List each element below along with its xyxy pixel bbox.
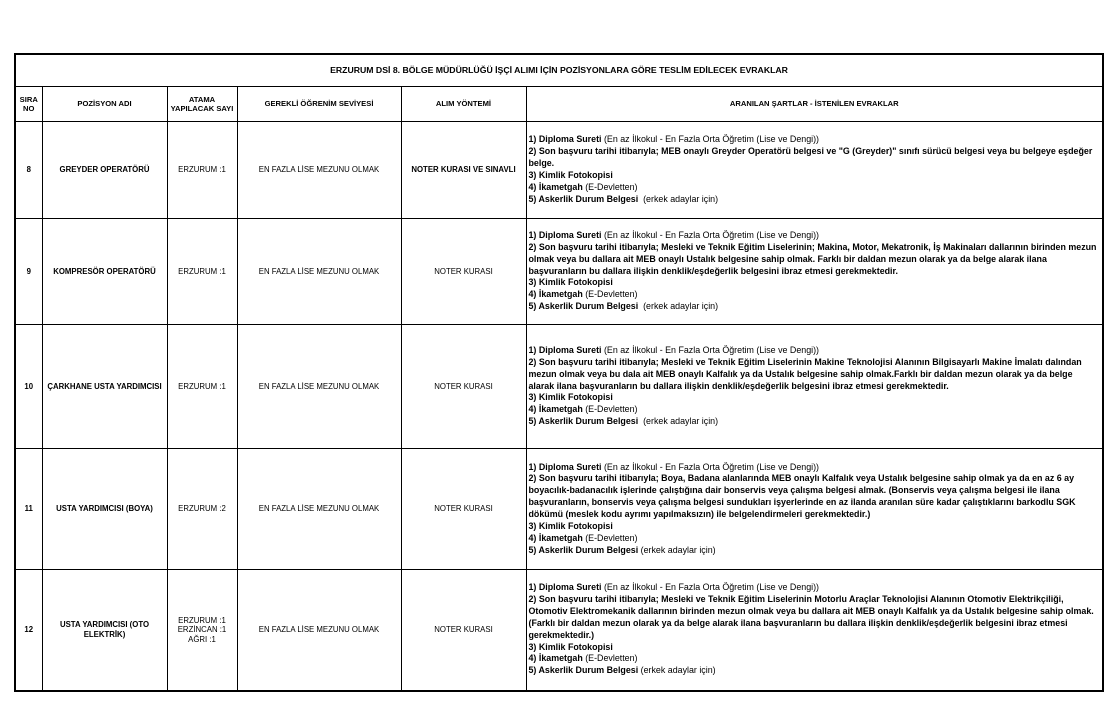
- education-level: EN FAZLA LİSE MEZUNU OLMAK: [237, 122, 401, 219]
- row-number: 8: [15, 122, 42, 219]
- requirement-title: 3) Kimlik Fotokopisi: [528, 170, 613, 180]
- requirement-title: 2) Son başvuru tarihi itibarıyla; Boya, Badana alanlarında MEB onaylı Kalfalık veya Ustalık belgesine sahip olmak ya da en az 6 ay boyacılık-badanacılık işlerinde çalıştığına dair bonservis veya çalışma belgesi almak. (Bonservis veya çalışma belgesi ile ilana başvuranların, bonservis veya çalışma belgesi sundukları işyerlerinde en az ilanda aranılan süre kadar çalıştıklarını barkodlu SGK dökümü (meslek kodu ayrımı yapılmaksızın) ile belgelendirmeleri gerekmektedir.): [528, 473, 1076, 519]
- position-name: GREYDER OPERATÖRÜ: [42, 122, 167, 219]
- quota-line: ERZURUM :1: [178, 381, 226, 391]
- recruitment-method: NOTER KURASI: [401, 219, 526, 325]
- requirement-title: 4) İkametgah: [528, 532, 583, 543]
- table-title: ERZURUM DSİ 8. BÖLGE MÜDÜRLÜĞÜ İŞÇİ ALIMI İÇİN POZİSYONLARA GÖRE TESLİM EDİLECEK EVRAKLAR: [15, 54, 1103, 87]
- requirement-title: 4) İkametgah: [528, 289, 583, 300]
- requirement-title: 5) Askerlik Durum Belgesi: [528, 665, 639, 676]
- requirement-item: [529, 462, 1100, 474]
- row-number: 12: [15, 570, 42, 691]
- requirement-item: [529, 473, 1100, 520]
- table-body: [15, 122, 1103, 691]
- requirements-cell: [526, 325, 1103, 449]
- requirement-note: (En az İlkokul - En Fazla Orta Öğretim (Lise ve Dengi)): [601, 461, 820, 472]
- requirement-item: [529, 345, 1100, 357]
- requirement-item: [529, 182, 1100, 194]
- requirement-item: [529, 521, 1100, 533]
- quota-cell: [167, 219, 237, 325]
- requirement-item: [529, 289, 1100, 301]
- requirements-cell: [526, 570, 1103, 691]
- requirement-item: [529, 404, 1100, 416]
- requirements-table: [14, 53, 1104, 692]
- requirement-note: (erkek adaylar için): [638, 301, 719, 312]
- position-name: KOMPRESÖR OPERATÖRÜ: [42, 219, 167, 325]
- quota-line: ERZURUM :1: [178, 165, 226, 175]
- requirement-note: (erkek adaylar için): [638, 416, 719, 427]
- table-row: [15, 122, 1103, 219]
- position-name: USTA YARDIMCISI (BOYA): [42, 449, 167, 570]
- recruitment-method: NOTER KURASI: [401, 449, 526, 570]
- quota-line: ERZİNCAN :1: [177, 625, 227, 634]
- education-level: EN FAZLA LİSE MEZUNU OLMAK: [237, 325, 401, 449]
- quota-line: ERZURUM :1: [178, 615, 226, 625]
- row-number: 9: [15, 219, 42, 325]
- requirement-note: (En az İlkokul - En Fazla Orta Öğretim (Lise ve Dengi)): [601, 230, 820, 241]
- requirement-title: 1) Diploma Sureti: [528, 582, 602, 593]
- requirement-item: [529, 146, 1100, 170]
- requirement-note: (E-Devletten): [582, 653, 638, 664]
- requirement-item: [529, 533, 1100, 545]
- table-row: [15, 219, 1103, 325]
- requirement-item: [529, 582, 1100, 594]
- education-level: EN FAZLA LİSE MEZUNU OLMAK: [237, 219, 401, 325]
- requirement-note: (erkek adaylar için): [638, 193, 719, 204]
- requirement-title: 5) Askerlik Durum Belgesi: [528, 416, 639, 427]
- requirement-item: [529, 301, 1100, 313]
- requirement-title: 5) Askerlik Durum Belgesi: [528, 193, 639, 204]
- requirement-note: (erkek adaylar için): [638, 544, 716, 555]
- education-level: EN FAZLA LİSE MEZUNU OLMAK: [237, 570, 401, 691]
- requirement-note: (E-Devletten): [582, 181, 638, 192]
- requirement-item: [529, 594, 1100, 641]
- requirement-note: (erkek adaylar için): [638, 665, 716, 676]
- requirement-title: 1) Diploma Sureti: [528, 345, 602, 356]
- requirement-title: 5) Askerlik Durum Belgesi: [528, 544, 639, 555]
- quota-cell: [167, 570, 237, 691]
- requirement-title: 5) Askerlik Durum Belgesi: [528, 301, 639, 312]
- requirement-note: (En az İlkokul - En Fazla Orta Öğretim (Lise ve Dengi)): [601, 134, 820, 145]
- quota-cell: [167, 122, 237, 219]
- requirement-item: [529, 392, 1100, 404]
- header-atama: ATAMA YAPILACAK SAYI: [167, 87, 237, 122]
- requirement-title: 3) Kimlik Fotokopisi: [528, 392, 613, 403]
- quota-line: AĞRI :1: [188, 634, 216, 644]
- recruitment-method: NOTER KURASI: [401, 325, 526, 449]
- requirement-item: [529, 665, 1100, 677]
- education-level: EN FAZLA LİSE MEZUNU OLMAK: [237, 449, 401, 570]
- position-name: ÇARKHANE USTA YARDIMCISI: [42, 325, 167, 449]
- requirement-title: 1) Diploma Sureti: [528, 230, 602, 241]
- row-number: 10: [15, 325, 42, 449]
- requirement-note: (E-Devletten): [582, 289, 638, 300]
- requirement-title: 1) Diploma Sureti: [528, 461, 602, 472]
- recruitment-method: NOTER KURASI VE SINAVLI: [401, 122, 526, 219]
- position-name: USTA YARDIMCISI (OTO ELEKTRİK): [42, 570, 167, 691]
- requirement-title: 4) İkametgah: [528, 181, 583, 192]
- table-row: [15, 325, 1103, 449]
- header-sira-no: SIRA NO: [15, 87, 42, 122]
- requirement-title: 2) Son başvuru tarihi itibarıyla; Mesleki ve Teknik Eğitim Liselerinin Motorlu Araçlar Teknolojisi Alanının Otomotiv Elektrikçiliği, Otomotiv Elektromekanik dallarının birinden mezun olmak veya bu dallara ait MEB onaylı Kalfalık ya da Ustalık belgesine sahip olmak. (Farklı bir daldan mezun olarak ya da belge alarak ilana başvuranların bu dallara ilişkin denklik/eşdeğerlik belgesini ibraz etmesi gerekmektedir.): [528, 594, 1094, 640]
- requirement-item: [529, 642, 1100, 654]
- requirement-note: (En az İlkokul - En Fazla Orta Öğretim (Lise ve Dengi)): [601, 582, 820, 593]
- quota-cell: [167, 325, 237, 449]
- requirement-title: 3) Kimlik Fotokopisi: [528, 277, 613, 288]
- table-row: [15, 449, 1103, 570]
- header-sartlar: ARANILAN ŞARTLAR - İSTENİLEN EVRAKLAR: [526, 87, 1103, 122]
- requirement-title: 4) İkametgah: [528, 404, 583, 415]
- row-number: 11: [15, 449, 42, 570]
- requirement-item: [529, 545, 1100, 557]
- requirement-title: 4) İkametgah: [528, 653, 583, 664]
- requirement-title: 2) Son başvuru tarihi itibarıyla; Mesleki ve Teknik Eğitim Liselerinin Makine Teknolojisi Alanının Bilgisayarlı Makine İmalatı dalından mezun olmak veya bu dala ait MEB onaylı Kalfalık ya da Ustalık belgesine sahip olmak.Farklı bir daldan mezun olarak ya da belge alarak ilana başvuranların bu dallara ilişkin denklik/eşdeğerlik belgesini ibraz etmesi gerekmektedir.: [528, 356, 1082, 391]
- requirement-title: 3) Kimlik Fotokopisi: [528, 641, 613, 652]
- requirement-note: (En az İlkokul - En Fazla Orta Öğretim (Lise ve Dengi)): [601, 345, 820, 356]
- requirement-title: 2) Son başvuru tarihi itibarıyla; Mesleki ve Teknik Eğitim Liselerinin; Makina, Motor, Mekatronik, İş Makinaları dallarının birinden mezun olmak veya bu dallara ait MEB onaylı Ustalık belgesine sahip olmak. Farklı bir daldan mezun olarak ya da belge alarak ilana başvuranların bu dallara ilişkin denklik/eşdeğerlik belgesini ibraz etmesi gerekmektedir.: [528, 241, 1097, 276]
- requirement-item: [529, 134, 1100, 146]
- requirement-title: 3) Kimlik Fotokopisi: [528, 520, 613, 531]
- header-ogrenim: GEREKLİ ÖĞRENİM SEVİYESİ: [237, 87, 401, 122]
- requirements-cell: [526, 219, 1103, 325]
- requirement-note: (E-Devletten): [582, 532, 638, 543]
- requirement-item: [529, 242, 1100, 278]
- quota-line: ERZURUM :1: [178, 266, 226, 276]
- requirement-title: 2) Son başvuru tarihi itibarıyla; MEB onaylı Greyder Operatörü belgesi ve "G (Greyder)" sınıfı sürücü belgesi veya bu belgeye eşdeğer belge.: [528, 146, 1093, 169]
- header-alim: ALIM YÖNTEMİ: [401, 87, 526, 122]
- requirement-item: [529, 194, 1100, 206]
- requirement-item: [529, 170, 1100, 182]
- requirement-item: [529, 277, 1100, 289]
- requirement-item: [529, 653, 1100, 665]
- requirements-cell: [526, 449, 1103, 570]
- header-pozisyon: POZİSYON ADI: [42, 87, 167, 122]
- requirement-title: 1) Diploma Sureti: [528, 134, 602, 145]
- table-row: [15, 570, 1103, 691]
- requirement-item: [529, 416, 1100, 428]
- quota-cell: [167, 449, 237, 570]
- requirement-note: (E-Devletten): [582, 404, 638, 415]
- requirement-item: [529, 357, 1100, 393]
- requirement-item: [529, 230, 1100, 242]
- requirements-cell: [526, 122, 1103, 219]
- recruitment-method: NOTER KURASI: [401, 570, 526, 691]
- quota-line: ERZURUM :2: [178, 504, 226, 514]
